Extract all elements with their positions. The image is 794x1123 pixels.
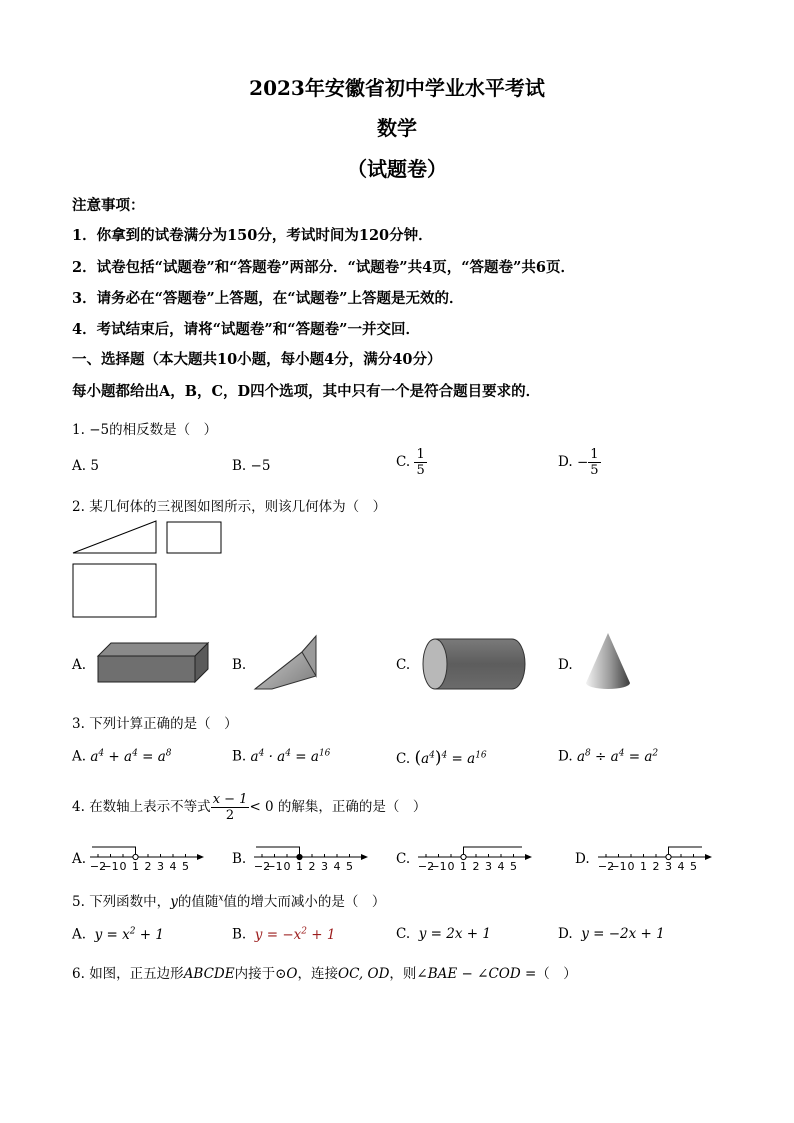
paper-type: （试题卷） bbox=[347, 157, 447, 181]
q3-option-d[interactable] bbox=[558, 748, 658, 765]
number-line-d bbox=[596, 840, 714, 874]
axis-tick-label: −2 bbox=[597, 860, 615, 873]
circle-label: ⊙O bbox=[275, 966, 298, 982]
question-text: 的相反数是（ ） bbox=[109, 422, 218, 438]
axis-tick-label: 5 bbox=[690, 860, 697, 873]
question-6 bbox=[72, 962, 577, 982]
triangular-prism-figure bbox=[252, 632, 322, 692]
axis-arrow bbox=[361, 854, 368, 860]
fraction-denominator: 5 bbox=[590, 463, 599, 478]
q5-option-b[interactable] bbox=[232, 926, 335, 943]
q3-option-c[interactable] bbox=[396, 748, 487, 768]
number-line-c bbox=[416, 840, 534, 874]
axis-arrow bbox=[197, 854, 204, 860]
option-label: B. bbox=[232, 458, 247, 474]
option-label: A. bbox=[72, 926, 87, 943]
q2-option-d[interactable] bbox=[558, 657, 573, 673]
cone-body bbox=[586, 633, 630, 689]
question-4 bbox=[72, 792, 426, 823]
q2-option-b[interactable] bbox=[232, 657, 246, 673]
axis-tick-label: 4 bbox=[169, 860, 177, 873]
question-2 bbox=[72, 495, 386, 515]
axis-tick-label: 2 bbox=[472, 860, 480, 873]
q3-option-a[interactable] bbox=[72, 748, 172, 765]
open-endpoint bbox=[461, 854, 466, 859]
cylinder-body bbox=[435, 639, 525, 689]
notes-heading: 注意事项： bbox=[72, 197, 145, 214]
axis-tick-label: 1 bbox=[132, 860, 139, 873]
option-label: A. bbox=[72, 657, 87, 673]
note-item-3: 3．请务必在“答题卷”上答题，在“试题卷”上答题是无效的． bbox=[72, 290, 464, 307]
axis-tick-label: 2 bbox=[308, 860, 316, 873]
cuboid-figure bbox=[95, 640, 213, 686]
q1-option-b[interactable] bbox=[232, 458, 270, 474]
math-expression: $y = -x^2 + 1$ bbox=[250, 926, 336, 943]
option-label: B. bbox=[232, 926, 247, 943]
axis-tick-label: 2 bbox=[652, 860, 660, 873]
axis-tick-label: 1 bbox=[640, 860, 647, 873]
subject-title: 数学 bbox=[377, 116, 417, 140]
q5-option-c[interactable] bbox=[396, 926, 491, 942]
inequality-fraction bbox=[211, 792, 250, 823]
axis-tick-label: 0 bbox=[447, 860, 455, 873]
axis-tick-label: 5 bbox=[182, 860, 189, 873]
note-item-2: 2．试卷包括“试题卷”和“答题卷”两部分．“试题卷”共4页，“答题卷”共6页． bbox=[72, 259, 575, 276]
q4-option-a[interactable] bbox=[72, 851, 86, 867]
math-expression: $a^8 \div a^4 = a^2$ bbox=[576, 748, 659, 765]
math-expression: $a^4 \cdot a^4 = a^{16}$ bbox=[250, 748, 331, 765]
axis-tick-label: 5 bbox=[346, 860, 353, 873]
axis-tick-label: −1 bbox=[430, 860, 447, 873]
fraction-numerator: x − 1 bbox=[212, 792, 248, 807]
cuboid-top-face bbox=[98, 643, 208, 656]
axis-tick-label: 1 bbox=[460, 860, 467, 873]
fraction bbox=[414, 447, 426, 478]
pentagon-label: ABCDE bbox=[183, 966, 235, 982]
fraction-denominator: 5 bbox=[416, 463, 425, 478]
q1-option-c[interactable] bbox=[396, 447, 427, 478]
axis-tick-label: −1 bbox=[266, 860, 283, 873]
option-label: A. bbox=[72, 458, 87, 474]
axis-tick-label: −1 bbox=[610, 860, 627, 873]
question-number: 4. bbox=[72, 799, 85, 815]
axis-arrow bbox=[705, 854, 712, 860]
note-item-4: 4．考试结束后，请将“试题卷”和“答题卷”一并交回． bbox=[72, 321, 420, 338]
option-label: D. bbox=[558, 657, 573, 673]
question-text: 如图，正五边形 bbox=[89, 966, 184, 982]
question-text: 某几何体的三视图如图所示，则该几何体为（ ） bbox=[89, 499, 387, 515]
variable-x: x bbox=[218, 893, 224, 904]
option-label: D. bbox=[558, 748, 573, 765]
cuboid-front-face bbox=[98, 656, 195, 682]
q3-option-b[interactable] bbox=[232, 748, 330, 765]
question-number: 3. bbox=[72, 716, 85, 732]
axis-tick-label: 5 bbox=[510, 860, 517, 873]
question-number: 2. bbox=[72, 499, 85, 515]
axis-tick-label: −1 bbox=[102, 860, 119, 873]
math-expression: $(a^4)^4 = a^{16}$ bbox=[414, 748, 487, 768]
question-5 bbox=[72, 890, 385, 910]
question-text: ，连接 bbox=[297, 966, 339, 982]
front-view-triangle bbox=[73, 521, 156, 553]
axis-tick-label: 1 bbox=[296, 860, 303, 873]
q1-option-a[interactable] bbox=[72, 458, 99, 474]
variable-y: y bbox=[170, 894, 178, 910]
axis-tick-label: −2 bbox=[89, 860, 107, 873]
axis-tick-label: 3 bbox=[665, 860, 672, 873]
option-label: D. bbox=[575, 851, 590, 867]
option-label: C. bbox=[396, 657, 411, 673]
q5-option-a[interactable] bbox=[72, 926, 164, 943]
solution-bracket bbox=[92, 847, 136, 856]
option-label: D. bbox=[558, 454, 573, 470]
option-label: A. bbox=[72, 748, 87, 765]
axis-tick-label: −2 bbox=[253, 860, 271, 873]
option-value: −5 bbox=[250, 458, 271, 474]
open-endpoint bbox=[133, 854, 138, 859]
cylinder-end-face bbox=[423, 639, 447, 689]
math-expression: $a^4 + a^4 = a^8$ bbox=[90, 748, 172, 765]
option-label: C. bbox=[396, 454, 411, 470]
solution-bracket bbox=[256, 847, 300, 856]
axis-tick-label: 3 bbox=[157, 860, 164, 873]
math-expression: −5 bbox=[89, 422, 110, 438]
side-view-rectangle bbox=[167, 522, 221, 553]
option-label: D. bbox=[558, 926, 573, 942]
option-label: B. bbox=[232, 748, 247, 765]
prism-slope-face bbox=[255, 636, 316, 689]
minus-sign: − bbox=[576, 454, 589, 471]
option-label: C. bbox=[396, 751, 411, 767]
q4-option-d[interactable] bbox=[575, 851, 590, 867]
question-number: 1. bbox=[72, 422, 85, 438]
open-endpoint bbox=[666, 854, 671, 859]
angle-expression: ∠BAE − ∠COD = bbox=[416, 966, 537, 982]
question-1 bbox=[72, 418, 217, 438]
axis-tick-label: −2 bbox=[417, 860, 435, 873]
q2-option-a[interactable] bbox=[72, 657, 86, 673]
axis-tick-label: 2 bbox=[144, 860, 152, 873]
question-text: 值的增大而减小的是（ ） bbox=[223, 894, 386, 910]
q5-option-d[interactable] bbox=[558, 926, 665, 942]
number-line-b bbox=[252, 840, 370, 874]
top-view-rectangle bbox=[73, 564, 156, 617]
question-text: 内接于 bbox=[234, 966, 276, 982]
option-label: B. bbox=[232, 657, 247, 673]
axis-tick-label: 4 bbox=[677, 860, 685, 873]
option-label: B. bbox=[232, 851, 247, 867]
section-heading: 一、选择题（本大题共10小题，每小题4分，满分40分） bbox=[72, 351, 442, 368]
math-expression: $y = x^2 + 1$ bbox=[90, 926, 164, 943]
segments-label: OC, OD bbox=[338, 966, 390, 982]
solution-bracket bbox=[669, 847, 703, 856]
axis-tick-label: 3 bbox=[485, 860, 492, 873]
three-view-drawing bbox=[70, 518, 230, 622]
question-3 bbox=[72, 712, 238, 732]
question-text: ，则 bbox=[389, 966, 417, 982]
cone-figure bbox=[583, 630, 633, 692]
axis-tick-label: 0 bbox=[119, 860, 127, 873]
closed-endpoint bbox=[297, 854, 302, 859]
axis-tick-label: 0 bbox=[627, 860, 635, 873]
option-label: A. bbox=[72, 851, 87, 867]
question-text-after: < 0 的解集，正确的是（ ） bbox=[249, 799, 427, 815]
math-expression: y = −2x + 1 bbox=[576, 926, 665, 942]
axis-tick-label: 0 bbox=[283, 860, 291, 873]
note-item-1: 1．你拿到的试卷满分为150分，考试时间为120分钟． bbox=[72, 227, 433, 244]
fraction-numerator: 1 bbox=[416, 447, 425, 462]
question-text: （ ） bbox=[536, 966, 577, 982]
axis-arrow bbox=[525, 854, 532, 860]
axis-tick-label: 4 bbox=[333, 860, 341, 873]
question-number: 6. bbox=[72, 966, 85, 982]
q2-option-c[interactable] bbox=[396, 657, 410, 673]
cylinder-figure bbox=[421, 636, 527, 692]
question-number: 5. bbox=[72, 894, 85, 910]
question-text: 下列计算正确的是（ ） bbox=[89, 716, 238, 732]
option-label: C. bbox=[396, 926, 411, 942]
question-text: 在数轴上表示不等式 bbox=[89, 799, 211, 815]
number-line-a bbox=[88, 840, 206, 874]
section-instruction: 每小题都给出A，B，C，D四个选项，其中只有一个是符合题目要求的． bbox=[72, 383, 541, 400]
math-expression: y = 2x + 1 bbox=[414, 926, 491, 942]
fraction-numerator: 1 bbox=[590, 447, 599, 462]
axis-tick-label: 4 bbox=[497, 860, 505, 873]
question-text: 的值随 bbox=[177, 894, 219, 910]
fraction bbox=[588, 447, 600, 478]
question-text: 下列函数中， bbox=[89, 894, 171, 910]
q4-option-b[interactable] bbox=[232, 851, 246, 867]
exam-title: 2023年安徽省初中学业水平考试 bbox=[249, 76, 545, 100]
q1-option-d[interactable] bbox=[558, 447, 601, 478]
q4-option-c[interactable] bbox=[396, 851, 410, 867]
fraction-denominator: 2 bbox=[225, 808, 235, 823]
option-value: 5 bbox=[90, 458, 99, 474]
axis-tick-label: 3 bbox=[321, 860, 328, 873]
option-label: C. bbox=[396, 851, 411, 867]
